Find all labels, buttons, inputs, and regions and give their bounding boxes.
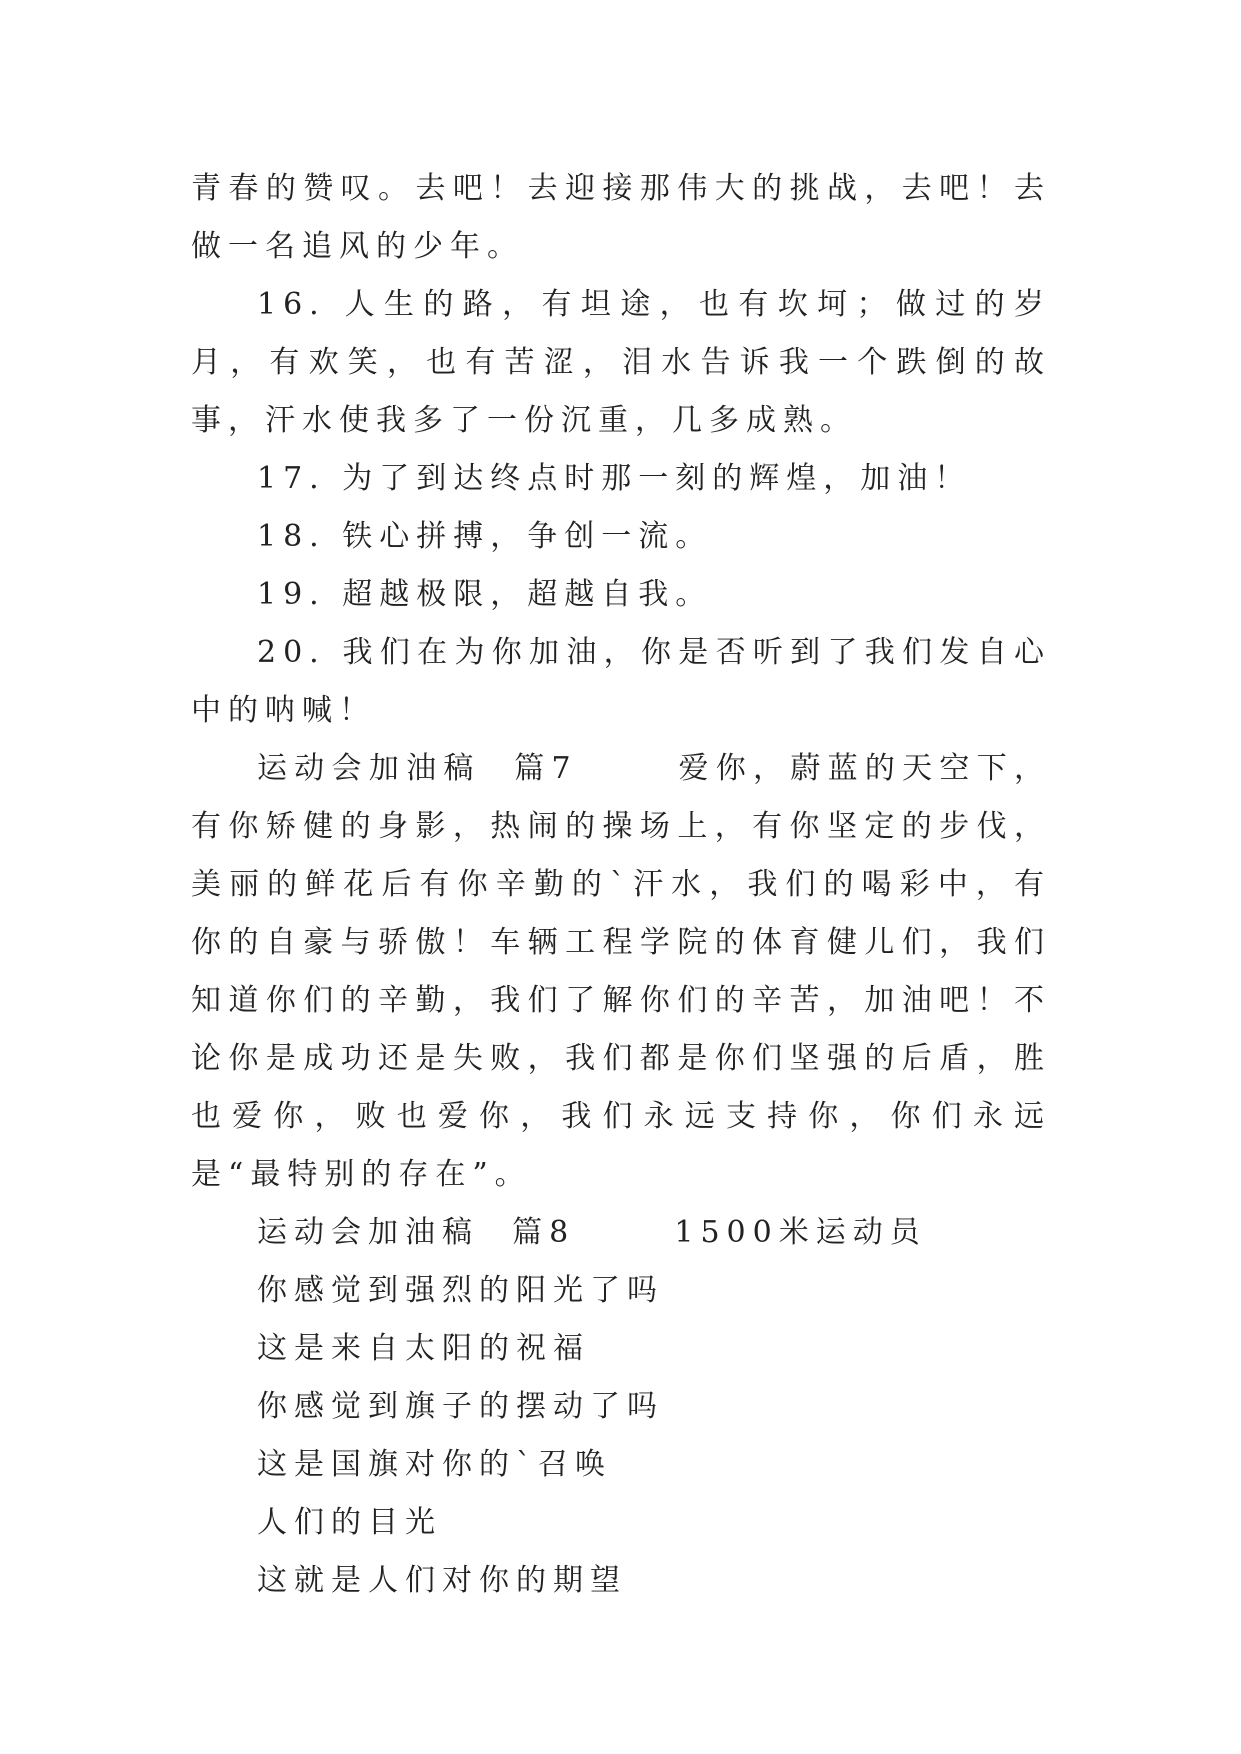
paragraph-continuation: 青春的赞叹。去吧！去迎接那伟大的挑战，去吧！去做一名追风的少年。: [191, 171, 1051, 264]
document-body: [191, 160, 1051, 1610]
verse-line: 这就是人们对你的期望: [257, 1563, 627, 1598]
verse-line: 你感觉到强烈的阳光了吗: [257, 1273, 664, 1308]
paragraph-item-16: 16. 人生的路，有坦途，也有坎坷；做过的岁月，有欢笑，也有苦涩，泪水告诉我一个跌倒的故事，汗水使我多了一份沉重，几多成熟。: [191, 287, 1051, 438]
paragraph-item-19: 19. 超越极限，超越自我。: [257, 577, 713, 612]
verse-line: 人们的目光: [257, 1505, 442, 1540]
verse-line: 你感觉到旗子的摆动了吗: [257, 1389, 664, 1424]
paragraph-item-18: 18. 铁心拼搏，争创一流。: [257, 519, 713, 554]
paragraph-item-17: 17. 为了到达终点时那一刻的辉煌，加油！: [257, 461, 972, 496]
verse-line: 这是来自太阳的祝福: [257, 1331, 590, 1366]
section-8-heading: 运动会加油稿 篇8 1500米运动员: [257, 1215, 927, 1250]
paragraph-item-20: 20. 我们在为你加油，你是否听到了我们发自心中的呐喊！: [191, 635, 1051, 728]
verse-line: 这是国旗对你的`召唤: [257, 1447, 612, 1482]
paragraph-section-7: 运动会加油稿 篇7 爱你，蔚蓝的天空下，有你矫健的身影，热闹的操场上，有你坚定的步伐，美丽的鲜花后有你辛勤的`汗水，我们的喝彩中，有你的自豪与骄傲！车辆工程学院的体育健儿们，我们知道你们的辛勤，我们了解你们的辛苦，加油吧！不论你是成功还是失败，我们都是你们坚强的后盾，胜也爱你，败也爱你，我们永远支持你，你们永远是“最特别的存在”。: [191, 751, 1051, 1192]
